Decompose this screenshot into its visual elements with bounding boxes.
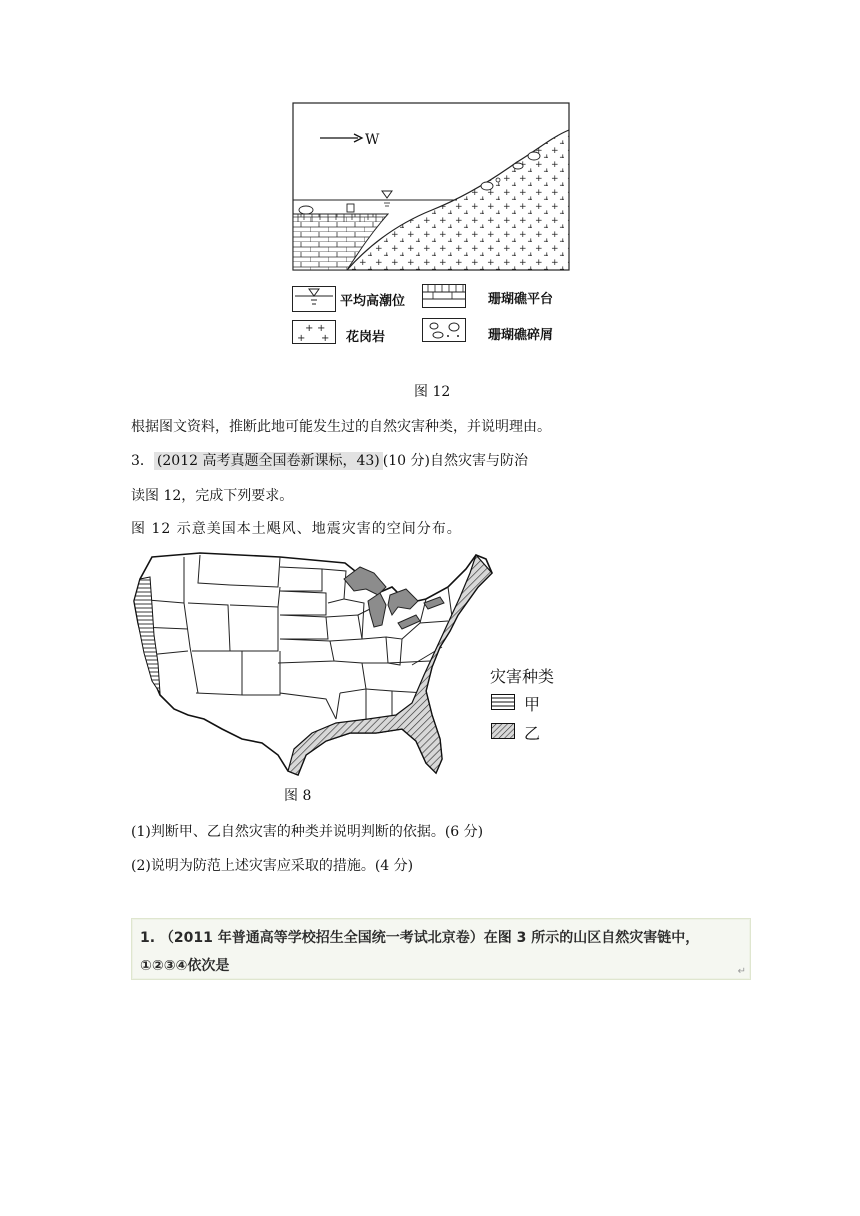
map-legend-title: 灾害种类 xyxy=(490,667,555,686)
return-mark-icon: ↵ xyxy=(737,966,746,977)
direction-label: W xyxy=(365,132,380,148)
question-text: 根据图文资料，推断此地可能发生过的自然灾害种类，并说明理由。 xyxy=(131,419,551,435)
question-1-banner xyxy=(131,918,751,980)
question-source: (2012 高考真题全国卷新课标，43) xyxy=(154,452,383,470)
svg-text:+: + xyxy=(305,323,314,334)
legend-b-swatch xyxy=(491,723,515,739)
svg-text:+: + xyxy=(317,323,326,334)
coastal-section-diagram xyxy=(292,102,570,272)
question-number: 3． xyxy=(131,453,154,469)
legend-high-tide-label: 平均高潮位 xyxy=(340,294,406,309)
sub-question-2: (2)说明为防范上述灾害应采取的措施。(4 分) xyxy=(131,858,414,874)
figure-caption-8: 图 8 xyxy=(284,788,312,804)
svg-text:+: + xyxy=(297,333,306,344)
question-3-header xyxy=(131,452,528,470)
legend-reef-platform-icon xyxy=(422,284,466,308)
legend-reef-debris-label: 珊瑚礁碎屑 xyxy=(488,328,554,343)
sub-question-1: (1)判断甲、乙自然灾害的种类并说明判断的依据。(6 分) xyxy=(131,824,484,840)
figure-caption-12: 图 12 xyxy=(414,384,451,400)
legend-high-tide-icon xyxy=(292,286,336,312)
legend-b-label: 乙 xyxy=(524,724,541,743)
legend-granite-icon xyxy=(292,320,336,344)
banner-line-2: ①②③④依次是 xyxy=(140,958,230,974)
legend-reef-debris-icon xyxy=(422,318,466,342)
question-instruction: 读图 12，完成下列要求。 xyxy=(131,488,294,504)
banner-line-1: 1. （2011 年普通高等学校招生全国统一考试北京卷）在图 3 所示的山区自然灾害链中， xyxy=(140,930,700,946)
question-points-topic: (10 分)自然灾害与防治 xyxy=(382,453,528,469)
map-intro: 图 12 示意美国本土飓风、地震灾害的空间分布。 xyxy=(131,521,462,537)
legend-a-swatch xyxy=(491,694,515,710)
legend-granite-label: 花岗岩 xyxy=(346,330,386,345)
us-hazard-map xyxy=(130,543,502,783)
legend-a-label: 甲 xyxy=(524,695,541,714)
legend-reef-platform-label: 珊瑚礁平台 xyxy=(488,292,554,307)
svg-text:+: + xyxy=(321,333,330,344)
